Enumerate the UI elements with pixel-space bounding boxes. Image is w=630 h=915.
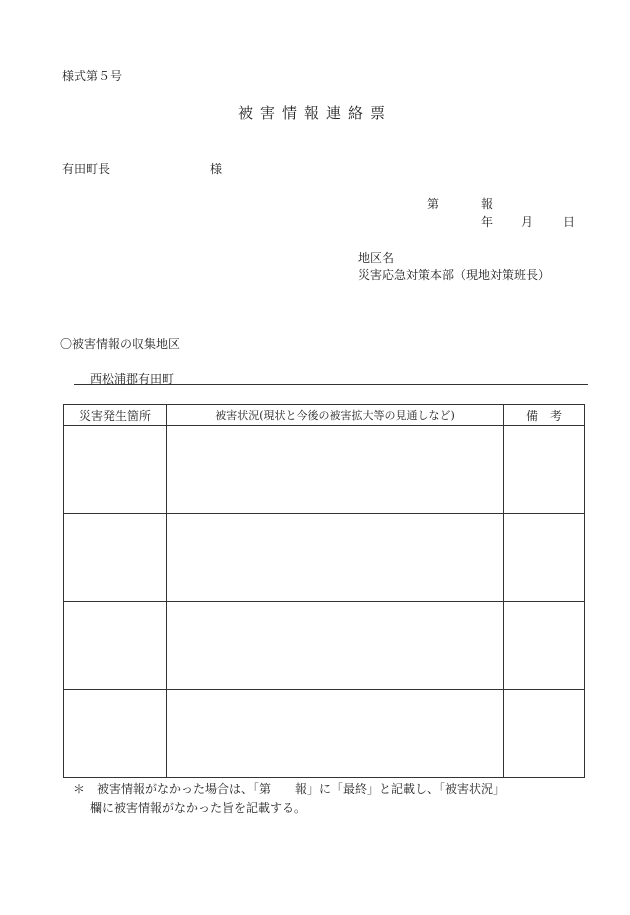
district-label: 地区名: [358, 251, 395, 265]
location-cell[interactable]: [64, 602, 167, 690]
headquarters-label: 災害応急対策本部（現地対策班長）: [358, 268, 551, 282]
report-number-prefix: 第: [427, 197, 440, 211]
damage-status-cell[interactable]: [167, 514, 504, 602]
page-title: 被害情報連絡票: [237, 104, 392, 122]
location-cell[interactable]: [64, 426, 167, 514]
column-header-location: 災害発生箇所: [64, 405, 167, 426]
collection-area-line: [74, 370, 588, 385]
column-header-remarks: 備 考: [504, 405, 585, 426]
collection-area: 西松浦郡有田町: [90, 372, 175, 386]
damage-status-cell[interactable]: [167, 690, 504, 778]
date-year-label: 年: [481, 215, 494, 229]
addressee-honorific: 様: [210, 162, 223, 176]
table-row: [64, 514, 585, 602]
footnote-line-2: 欄に被害情報がなかった旨を記載する。: [90, 801, 307, 815]
location-cell[interactable]: [64, 514, 167, 602]
remarks-cell[interactable]: [504, 602, 585, 690]
remarks-cell[interactable]: [504, 690, 585, 778]
report-number-suffix: 報: [481, 197, 494, 211]
addressee: 有田町長: [62, 162, 111, 176]
damage-report-table: [63, 404, 585, 778]
section-heading: 〇被害情報の収集地区: [60, 337, 181, 351]
table-row: [64, 426, 585, 514]
date-day-label: 日: [563, 215, 576, 229]
footnote-line-1: ＊ 被害情報がなかった場合は、「第 報」に「最終」と記載し、「被害状況」: [73, 782, 506, 796]
table-row: [64, 690, 585, 778]
table-header-row: [64, 405, 585, 426]
date-month-label: 月: [521, 215, 534, 229]
location-cell[interactable]: [64, 690, 167, 778]
damage-status-cell[interactable]: [167, 426, 504, 514]
damage-status-cell[interactable]: [167, 602, 504, 690]
remarks-cell[interactable]: [504, 514, 585, 602]
table-row: [64, 602, 585, 690]
form-number: 様式第５号: [62, 69, 123, 83]
remarks-cell[interactable]: [504, 426, 585, 514]
column-header-damage-status: 被害状況(現状と今後の被害拡大等の見通しなど): [167, 405, 504, 426]
